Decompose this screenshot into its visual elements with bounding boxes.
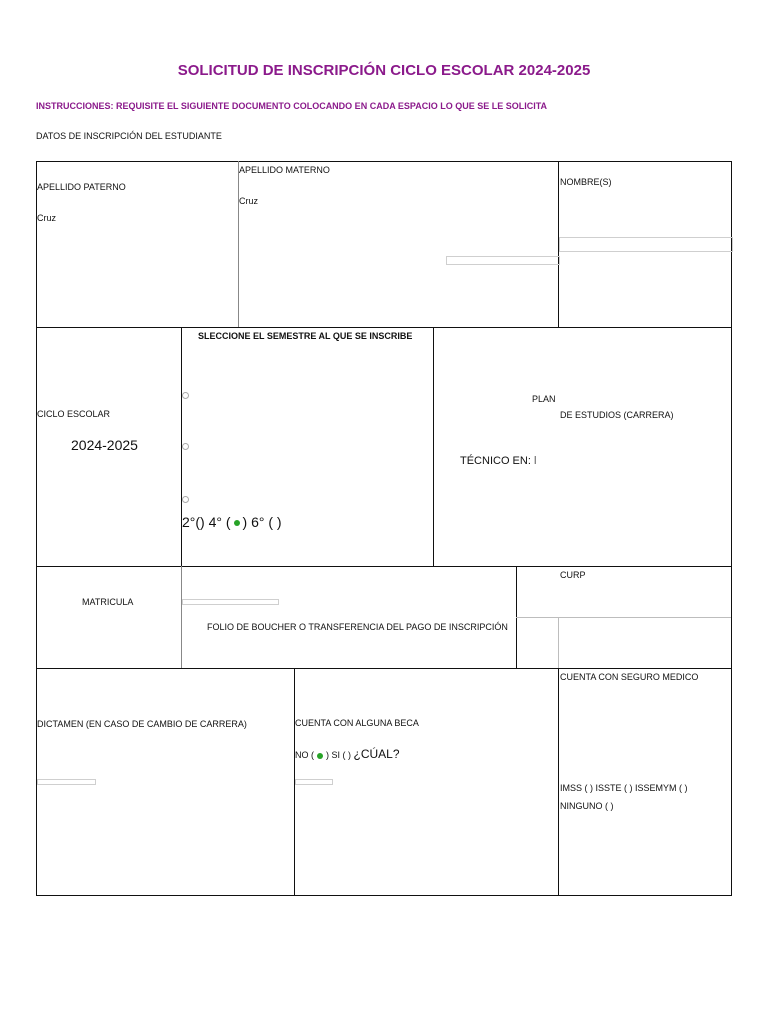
row-divider-1: [36, 327, 732, 328]
semestre-radio-6[interactable]: [182, 496, 189, 503]
nombres-label: NOMBRE(S): [560, 177, 612, 187]
row1-divider-a: [238, 161, 239, 327]
beca-si: ) SI ( ): [326, 750, 351, 760]
row-divider-2: [36, 566, 732, 567]
matricula-label: MATRICULA: [82, 597, 134, 607]
dictamen-label: DICTAMEN (EN CASO DE CAMBIO DE CARRERA): [37, 719, 247, 729]
curp-underline: [516, 617, 731, 618]
nombres-field[interactable]: [559, 237, 733, 252]
semestre-heading: SLECCIONE EL SEMESTRE AL QUE SE INSCRIBE: [198, 331, 413, 341]
table-border-bottom: [36, 895, 732, 896]
apellido-paterno-label: APELLIDO PATERNO: [37, 182, 126, 192]
instructions-text: INSTRUCCIONES: REQUISITE EL SIGUIENTE DOCUMENTO COLOCANDO EN CADA ESPACIO LO QUE SE LE SOLICITA: [36, 101, 548, 111]
seguro-options[interactable]: IMSS ( ) ISSTE ( ) ISSEMYM ( ): [560, 783, 688, 793]
apellido-materno-value[interactable]: Cruz: [239, 196, 259, 206]
semestre-text-a: 2°() 4° (: [182, 514, 231, 530]
table-border-top: [36, 161, 732, 162]
table-border-left: [36, 161, 37, 896]
row4-divider-b: [558, 668, 559, 895]
folio-label: FOLIO DE BOUCHER O TRANSFERENCIA DEL PAGO DE INSCRIPCIÓN: [207, 622, 508, 632]
beca-cual: ¿CÚAL?: [353, 747, 400, 761]
dictamen-field[interactable]: [37, 779, 96, 785]
plan-sub-label: DE ESTUDIOS (CARRERA): [560, 410, 674, 420]
seguro-label: CUENTA CON SEGURO MEDICO: [560, 672, 699, 682]
seguro-ninguno[interactable]: NINGUNO ( ): [560, 801, 614, 811]
semestre-radio-4[interactable]: [182, 443, 189, 450]
selected-dot-icon: [234, 520, 240, 526]
row3-divider-c: [558, 617, 559, 668]
ciclo-escolar-label: CICLO ESCOLAR: [37, 409, 111, 419]
beca-field[interactable]: [295, 779, 333, 785]
semestre-text-b: ) 6° ( ): [242, 514, 282, 530]
beca-label: CUENTA CON ALGUNA BECA: [295, 718, 419, 728]
curp-label: CURP: [560, 570, 586, 580]
apellido-paterno-value[interactable]: Cruz: [37, 213, 57, 223]
ciclo-escolar-value: 2024-2025: [71, 437, 138, 453]
row-divider-3: [36, 668, 732, 669]
tecnico-label: TÉCNICO EN:: [460, 455, 531, 467]
beca-no: NO (: [295, 750, 314, 760]
table-border-right: [731, 161, 732, 896]
plan-label: PLAN: [532, 394, 556, 404]
apellido-materno-label: APELLIDO MATERNO: [239, 165, 330, 175]
beca-selected-dot-icon: [317, 753, 323, 759]
beca-options[interactable]: [295, 747, 400, 761]
semestre-radio-2[interactable]: [182, 392, 189, 399]
matricula-field[interactable]: [182, 599, 279, 605]
row2-divider-b: [433, 327, 434, 566]
text-cursor: l: [533, 455, 537, 467]
tecnico-field[interactable]: [460, 455, 536, 467]
page-title: SOLICITUD DE INSCRIPCIÓN CICLO ESCOLAR 2024-2025: [177, 62, 591, 79]
row3-divider-a: [181, 566, 182, 668]
section-label: DATOS DE INSCRIPCIÓN DEL ESTUDIANTE: [36, 131, 222, 141]
apellido-materno-field[interactable]: [446, 256, 560, 265]
semestre-options[interactable]: [182, 514, 282, 530]
